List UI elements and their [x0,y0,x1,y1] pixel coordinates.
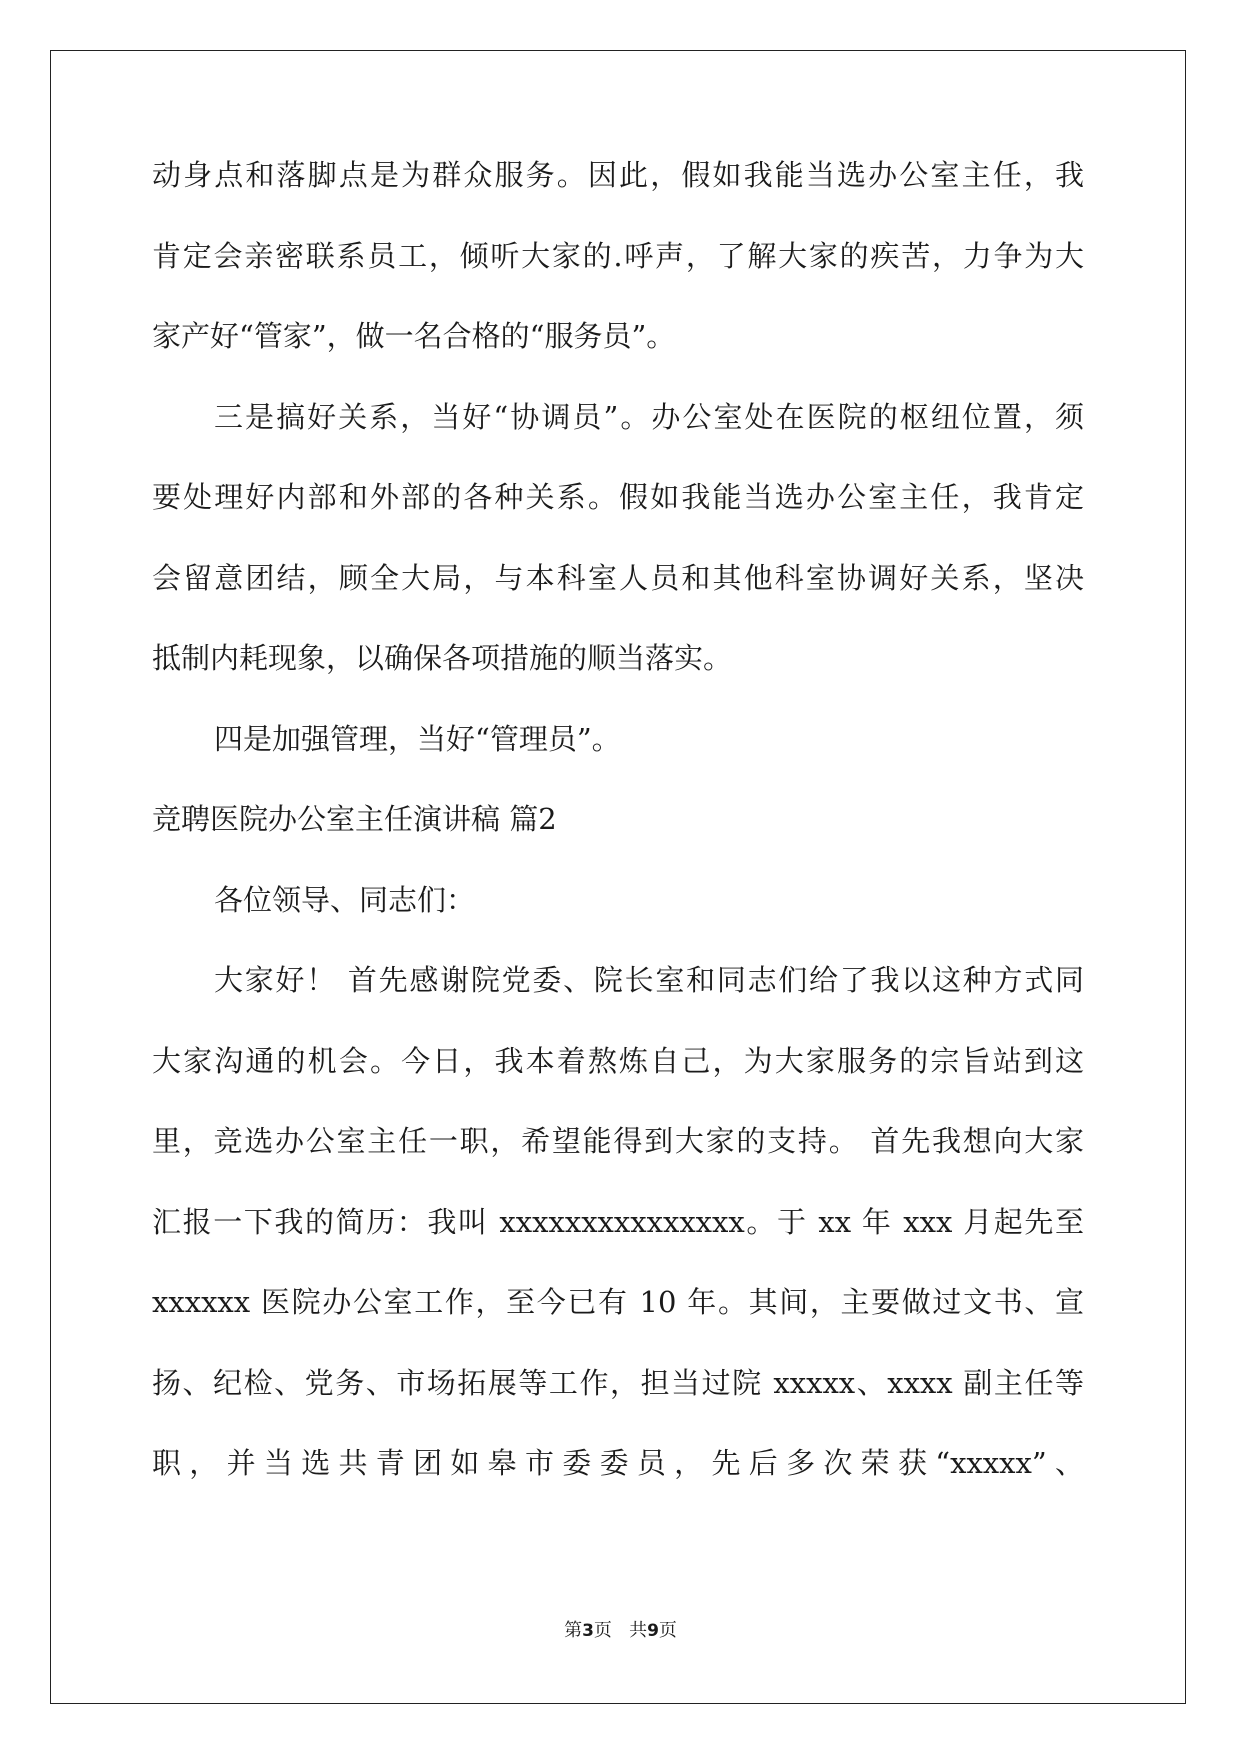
section-heading: 竞聘医院办公室主任演讲稿 篇2 [152,802,557,836]
body-line: xxxxxx 医院办公室工作，至今已有 10 年。其间，主要做过文书、宣 [152,1285,1084,1319]
body-line: 里，竞选办公室主任一职，希望能得到大家的支持。 首先我想向大家 [152,1124,1084,1158]
salutation: 各位领导、同志们： [214,882,476,917]
body-line: 动身点和落脚点是为群众服务。因此，假如我能当选办公室主任，我 [152,158,1084,192]
current-page-number: 3 [582,1621,594,1641]
body-line: 家产好“管家”，做一名合格的“服务员”。 [152,319,676,353]
body-line: 大家好！ 首先感谢院党委、院长室和同志们给了我以这种方式同 [214,963,1084,997]
page-footer [0,1616,1241,1642]
body-line: 职，并当选共青团如皋市委委员，先后多次荣获“xxxxx”、 [152,1446,1084,1480]
body-line: 四是加强管理，当好“管理员”。 [214,721,621,756]
body-line: 抵制内耗现象，以确保各项措施的顺当落实。 [152,641,733,675]
body-line: 肯定会亲密联系员工，倾听大家的.呼声，了解大家的疾苦，力争为大 [152,238,1084,273]
body-line: 扬、纪检、党务、市场拓展等工作，担当过院 xxxxx、xxxx 副主任等 [152,1365,1084,1400]
footer-prefix: 第 [564,1620,583,1641]
body-line: 会留意团结，顾全大局，与本科室人员和其他科室协调好关系，坚决 [152,560,1084,595]
footer-middle: 页 共 [593,1620,648,1641]
body-line: 大家沟通的机会。今日，我本着熬炼自己，为大家服务的宗旨站到这 [152,1043,1084,1078]
body-line: 要处理好内部和外部的各种关系。假如我能当选办公室主任，我肯定 [152,480,1084,514]
body-line: 三是搞好关系，当好“协调员”。办公室处在医院的枢纽位置，须 [214,399,1084,434]
total-page-number: 9 [647,1621,659,1641]
footer-suffix: 页 [658,1620,677,1641]
document-body [152,160,1084,1529]
body-line: 汇报一下我的简历：我叫 xxxxxxxxxxxxxxx。于 xx 年 xxx 月起先至 [152,1204,1084,1239]
